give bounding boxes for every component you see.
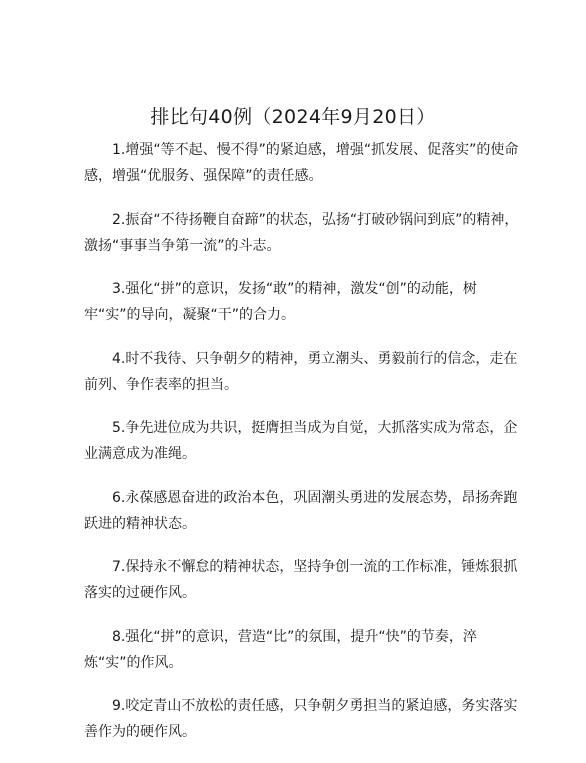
item-number: 5.: [112, 420, 126, 436]
item-number: 7.: [112, 559, 126, 575]
item-number: 9.: [112, 698, 126, 714]
item-text: 振奋“不待扬鞭自奋蹄”的状态，弘扬“打破砂锅问到底”的精神，激扬“事事当争第一流”的斗志。: [84, 211, 519, 254]
item-number: 6.: [112, 489, 126, 506]
item-number: 4.: [112, 350, 126, 367]
item-text: 强化“拼”的意识，发扬“敢”的精神，激发“创”的动能，树牢“实”的导向，凝聚“干”的合力。: [84, 281, 477, 324]
list-item: [84, 415, 524, 468]
item-text: 时不我待、只争朝夕的精神，勇立潮头、勇毅前行的信念，走在前列、争作表率的担当。: [84, 350, 518, 393]
list-item: [84, 207, 524, 260]
list-item: [84, 137, 524, 190]
item-text: 咬定青山不放松的责任感，只争朝夕勇担当的紧迫感，务实落实善作为的硬作风。: [84, 698, 518, 741]
item-text: 保持永不懈怠的精神状态，坚持争创一流的工作标准，锤炼狠抓落实的过硬作风。: [84, 559, 518, 602]
list-item: [84, 554, 524, 607]
item-text: 增强“等不起、慢不得”的紧迫感，增强“抓发展、促落实”的使命感，增强“优服务、强保障”的责任感。: [84, 142, 519, 185]
list-item: [84, 276, 524, 329]
sentence-list: [84, 137, 524, 763]
list-item: [84, 346, 524, 399]
item-number: 8.: [112, 628, 126, 645]
item-text: 强化“拼”的意识，营造“比”的氛围，提升“快”的节奏，淬炼“实”的作风。: [84, 628, 477, 671]
document-title: 排比句40例（2024年9月20日）: [150, 106, 436, 128]
item-number: 2.: [112, 211, 126, 228]
item-number: 3.: [112, 281, 126, 297]
item-text: 争先进位成为共识，挺膺担当成为自觉，大抓落实成为常态，企业满意成为准绳。: [84, 420, 518, 463]
item-text: 永葆感恩奋进的政治本色，巩固潮头勇进的发展态势，昂扬奔跑跃进的精神状态。: [84, 489, 518, 532]
list-item: [84, 624, 524, 677]
list-item: [84, 693, 524, 746]
item-number: 1.: [112, 142, 126, 158]
list-item: [84, 485, 524, 538]
